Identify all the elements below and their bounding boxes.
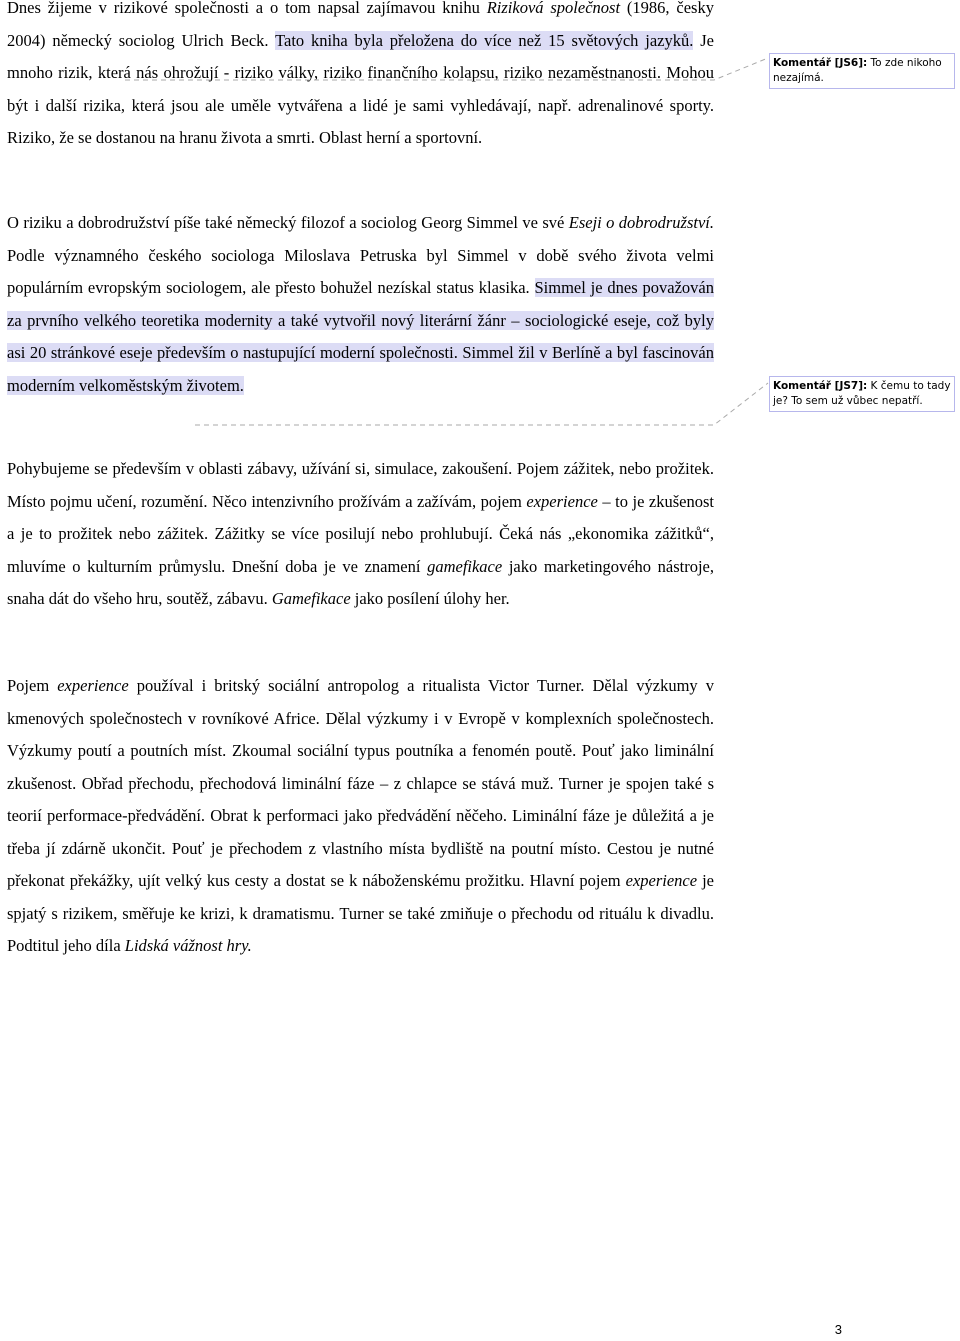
text-run: Pojem — [7, 676, 58, 695]
text-run: Pohybujeme se především v oblasti zábavy, užívání si, simulace, zakoušení. Pojem zážitek, nebo prožitek. Místo pojmu učení, rozumění. Něco intenzivního prožívám a zažívám, pojem — [7, 459, 714, 511]
comment-text: K čemu to tady je? To sem už vůbec nepatří. — [773, 380, 951, 407]
paragraph-2 — [7, 207, 714, 402]
comment-text: To zde nikoho nezajímá. — [773, 57, 942, 84]
term-italic: Gamefikace — [271, 589, 351, 608]
term-italic: experience — [625, 871, 698, 890]
text-run: O riziku a dobrodružství píše také německý filozof a sociolog Georg Simmel ve své — [7, 213, 569, 232]
comment-highlight-js7[interactable]: Simmel je dnes považován za prvního velkého teoretika modernity a také vytvořil nový literární žánr – sociologické eseje, což byly asi 20 stránkové eseje především o nastupující moderní společnosti. Simmel žil v Berlíně a byl fascinován moderním velkoměstským životem. — [7, 278, 714, 395]
comment-sidebar — [757, 0, 960, 1341]
text-run: jako posílení úlohy her. — [350, 589, 510, 608]
text-run: – to je zkušenost a je to prožitek nebo zážitek. Zážitky se více posilují nebo prohlubují. Čeká nás „ekonomika zážitků“, mluvíme o kulturním průmyslu. Dnešní doba je ve znamení — [7, 491, 714, 576]
paragraph-3 — [7, 453, 714, 616]
comment-label: Komentář [JS7]: — [773, 380, 868, 392]
text-run: je spjatý s rizikem, směřuje ke krizi, k dramatismu. Turner se také zmiňuje o přechodu od rituálu k divadlu. Podtitul jeho díla — [7, 871, 714, 955]
paragraph-1 — [7, 0, 714, 155]
essay-title: Eseji o dobrodružství. — [568, 213, 714, 232]
work-title: Lidská vážnost hry. — [124, 936, 252, 955]
text-run: Podle významného českého sociologa Miloslava Petruska byl Simmel v době svého života velmi populárním evropským sociologem, ale přesto bohužel nezískal status klasika. — [7, 245, 714, 297]
paragraph-4 — [7, 670, 714, 963]
comment-js6[interactable] — [769, 53, 955, 89]
text-run: Je mnoho rizik, která nás ohrožují - riziko války, riziko finančního kolapsu, riziko nezaměstnanosti. Mohou být i další rizika, která jsou ale uměle vytvářena a lidé je sami vyhledávají, např. adrenalinové sporty. Riziko, že se dostanou na hranu života a smrti. Oblast herní a sportovní. — [7, 30, 714, 147]
page-number: 3 — [834, 1322, 842, 1337]
comment-highlight-js6[interactable]: Tato kniha byla přeložena do více než 15 světových jazyků. — [275, 30, 694, 50]
text-run: jako marketingového nástroje, snaha dát do všeho hru, soutěž, zábavu. — [7, 556, 715, 608]
term-italic: gamefikace — [427, 556, 503, 576]
text-run: používal i britský sociální antropolog a ritualista Victor Turner. Dělal výzkumy v kmenových společnostech v rovníkové Africe. Dělal výzkumy i v Evropě v komplexních společnostech. Výzkumy poutí a poutních míst. Zkoumal sociální typus poutníka a fenomén poutě. Pouť jako liminální zkušenost. Obřad přechodu, přechodová liminální fáze – z chlapce se stává muž. Turner je spojen také s teorií performace-předvádění. Obrat k performaci jako předvádění něčeho. Liminální fáze je důležitá a je třeba jí zdárně ukončit. Pouť je přechodem z vlastního místa bydliště na poutní místo. Cestou je nutné překonat překážky, ujít velký kus cesty a dostat se k náboženskému prožitku. Hlavní pojem — [7, 676, 714, 890]
comment-label: Komentář [JS6]: — [773, 57, 868, 69]
text-run: Dnes žijeme v rizikové společnosti a o tom napsal zajímavou knihu — [7, 0, 487, 17]
term-italic: experience — [57, 676, 129, 695]
term-italic: experience — [526, 491, 598, 511]
book-title: Riziková společnost — [486, 0, 621, 17]
text-run: (1986, česky 2004) německý sociolog Ulrich Beck. — [7, 0, 714, 50]
comment-js7[interactable] — [769, 376, 955, 412]
